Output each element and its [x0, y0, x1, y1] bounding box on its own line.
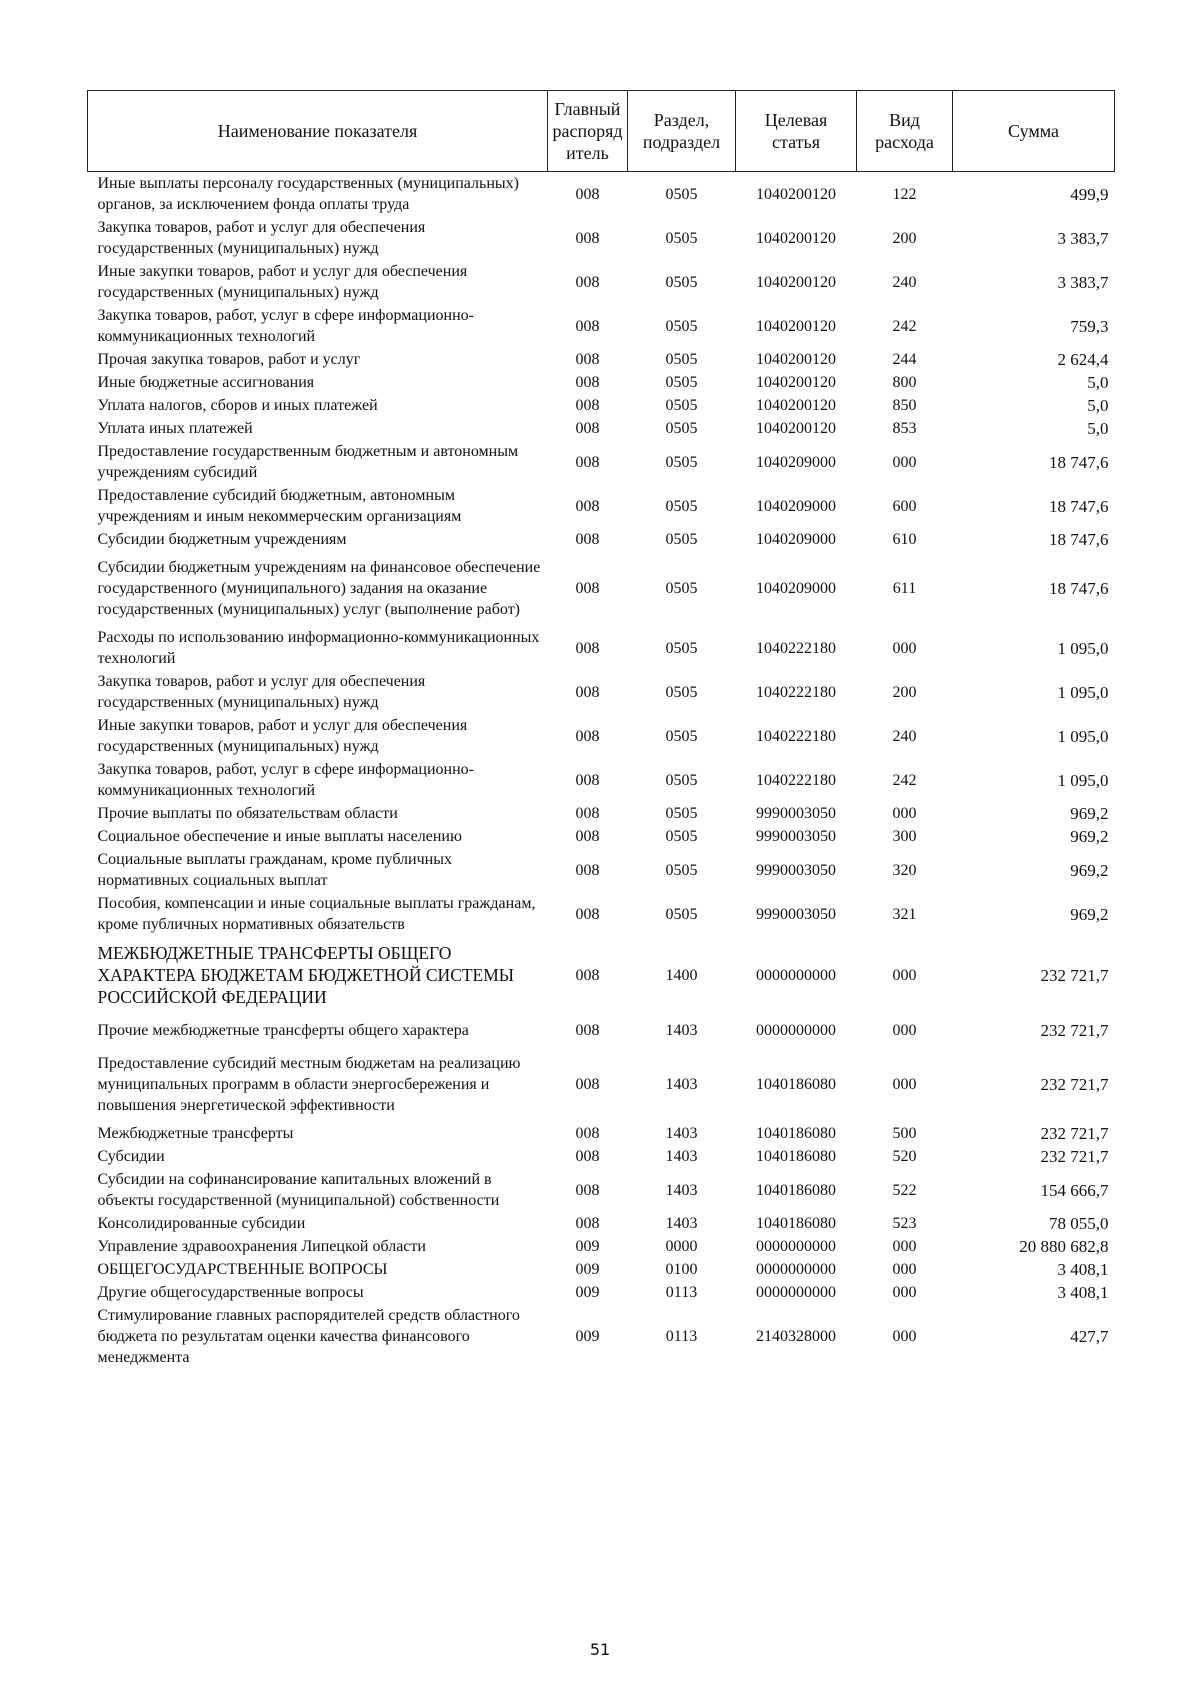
row-kind: 244 [892, 351, 917, 368]
row-grbs: 008 [575, 531, 600, 548]
table-row [88, 1258, 1115, 1281]
row-sum: 78 055,0 [1049, 1214, 1109, 1233]
row-name: Пособия, компенсации и иные социальные выплаты гражданам, кроме публичных нормативных обязательств [97, 895, 536, 933]
row-article: 1040186080 [756, 1181, 836, 1199]
row-grbs: 008 [575, 1125, 600, 1142]
row-kind: 320 [892, 861, 917, 879]
table-row [88, 1168, 1115, 1212]
header-kind: Вид расхода [857, 91, 953, 172]
row-grbs: 008 [575, 966, 600, 984]
row-article: 1040209000 [756, 580, 836, 597]
row-kind: 000 [892, 1076, 917, 1093]
row-name: Субсидии бюджетным учреждениям на финансовое обеспечение государственного (муниципального) задания на оказание государственных (муниципальных) услуг (выполнение работ) [97, 559, 541, 618]
row-section: 0505 [665, 497, 698, 515]
table-row [88, 1122, 1115, 1145]
table-row [88, 216, 1115, 260]
row-article: 1040222180 [756, 771, 836, 789]
row-section: 0505 [665, 185, 698, 203]
page-number: 51 [589, 1640, 611, 1659]
row-sum: 1 095,0 [1057, 726, 1109, 746]
row-grbs: 008 [575, 727, 600, 745]
table-row [88, 670, 1115, 714]
row-kind: 200 [892, 683, 917, 701]
row-sum: 232 721,7 [1040, 1147, 1109, 1166]
row-kind: 000 [892, 1238, 917, 1255]
row-sum: 427,7 [1070, 1327, 1109, 1346]
row-sum: 232 721,7 [1040, 1124, 1109, 1143]
row-grbs: 008 [575, 397, 600, 414]
header-section: Раздел, подраздел [628, 91, 736, 172]
row-article: 0000000000 [756, 1238, 836, 1255]
row-article: 1040200120 [756, 420, 836, 437]
row-name: Иные закупки товаров, работ и услуг для обеспечения государственных (муниципальных) нужд [97, 263, 468, 301]
row-sum: 1 095,0 [1057, 638, 1109, 658]
row-article: 1040200120 [756, 374, 836, 391]
row-section: 0505 [665, 639, 698, 657]
row-article: 1040200120 [756, 397, 836, 414]
row-name: Субсидии бюджетным учреждениям [97, 531, 347, 548]
row-kind: 500 [892, 1125, 917, 1142]
row-grbs: 008 [575, 229, 600, 247]
row-sum: 20 880 682,8 [1019, 1237, 1109, 1256]
row-grbs: 008 [575, 453, 600, 471]
row-section: 0100 [665, 1261, 698, 1278]
row-name: Иные выплаты персоналу государственных (муниципальных) органов, за исключением фонда оплаты труда [97, 175, 519, 213]
row-kind: 122 [892, 185, 917, 203]
table-row [88, 551, 1115, 626]
row-article: 1040200120 [756, 317, 836, 335]
row-sum: 3 408,1 [1057, 1260, 1109, 1279]
row-article: 1040200120 [756, 273, 836, 291]
row-sum: 3 383,7 [1057, 272, 1109, 292]
row-kind: 200 [892, 229, 917, 247]
row-kind: 321 [892, 905, 917, 923]
row-kind: 610 [892, 531, 917, 548]
row-grbs: 009 [575, 1261, 600, 1278]
row-sum: 3 408,1 [1057, 1283, 1109, 1302]
row-name: Другие общегосударственные вопросы [97, 1284, 364, 1301]
row-kind: 853 [892, 420, 917, 437]
row-section: 0505 [665, 861, 698, 879]
table-row [88, 802, 1115, 825]
row-sum: 232 721,7 [1040, 1075, 1109, 1094]
row-article: 0000000000 [756, 1022, 836, 1039]
row-section: 0505 [665, 727, 698, 745]
row-name: Предоставление субсидий местным бюджетам на реализацию муниципальных программ в области энергосбережения и повышения энергетической эффективности [97, 1055, 521, 1114]
table-row [88, 1212, 1115, 1235]
table-row [88, 260, 1115, 304]
row-name: Субсидии на софинансирование капитальных вложений в объекты государственной (муниципальной) собственности [97, 1171, 500, 1209]
row-kind: 522 [892, 1181, 917, 1199]
row-section: 0000 [665, 1238, 698, 1255]
row-sum: 18 747,6 [1049, 496, 1109, 516]
row-section: 0505 [665, 828, 698, 845]
row-section: 1403 [665, 1125, 698, 1142]
table-row [88, 440, 1115, 484]
row-kind: 000 [892, 453, 917, 471]
row-kind: 242 [892, 771, 917, 789]
row-article: 1040222180 [756, 683, 836, 701]
row-kind: 000 [892, 1328, 917, 1345]
row-kind: 000 [892, 1261, 917, 1278]
row-kind: 600 [892, 497, 917, 515]
row-sum: 1 095,0 [1057, 682, 1109, 702]
row-kind: 800 [892, 374, 917, 391]
row-grbs: 008 [575, 374, 600, 391]
table-row [88, 528, 1115, 551]
row-sum: 18 747,6 [1049, 579, 1109, 598]
row-section: 0113 [665, 1284, 698, 1301]
row-sum: 969,2 [1070, 860, 1109, 880]
table-row [88, 1235, 1115, 1258]
row-article: 1040222180 [756, 639, 836, 657]
row-article: 1040186080 [756, 1215, 836, 1232]
row-name: Уплата налогов, сборов и иных платежей [97, 397, 378, 414]
row-section: 0505 [665, 453, 698, 471]
row-name: Закупка товаров, работ и услуг для обеспечения государственных (муниципальных) нужд [97, 673, 426, 711]
table-row [88, 484, 1115, 528]
row-article: 1040209000 [756, 531, 836, 548]
row-kind: 520 [892, 1148, 917, 1165]
row-name: Уплата иных платежей [97, 420, 253, 437]
row-section: 1403 [665, 1181, 698, 1199]
row-article: 1040209000 [756, 497, 836, 515]
table-row [88, 758, 1115, 802]
row-grbs: 008 [575, 771, 600, 789]
table-row [88, 714, 1115, 758]
header-grbs: Главный распоряд итель [548, 91, 628, 172]
row-kind: 240 [892, 273, 917, 291]
row-section: 0505 [665, 683, 698, 701]
row-article: 0000000000 [756, 1284, 836, 1301]
table-row [88, 936, 1115, 1014]
row-kind: 611 [892, 580, 917, 597]
row-sum: 5,0 [1087, 396, 1109, 415]
table-body [88, 172, 1115, 1370]
row-section: 0505 [665, 351, 698, 368]
row-name: Предоставление субсидий бюджетным, автономным учреждениям и иным некоммерческим организациям [97, 487, 462, 525]
table-row [88, 348, 1115, 371]
row-article: 1040200120 [756, 351, 836, 368]
row-grbs: 008 [575, 805, 600, 822]
row-sum: 154 666,7 [1040, 1180, 1109, 1200]
header-article: Целевая статья [736, 91, 857, 172]
row-kind: 300 [892, 828, 917, 845]
row-grbs: 008 [575, 317, 600, 335]
row-article: 1040186080 [756, 1076, 836, 1093]
row-section: 0505 [665, 905, 698, 923]
row-kind: 240 [892, 727, 917, 745]
row-grbs: 009 [575, 1284, 600, 1301]
row-sum: 969,2 [1070, 827, 1109, 846]
row-article: 1040209000 [756, 453, 836, 471]
row-kind: 850 [892, 397, 917, 414]
table-row [88, 417, 1115, 440]
row-section: 0505 [665, 374, 698, 391]
row-article: 2140328000 [756, 1328, 836, 1345]
row-name: Прочая закупка товаров, работ и услуг [97, 351, 361, 368]
row-kind: 000 [892, 1022, 917, 1039]
row-section: 0113 [665, 1328, 698, 1345]
row-grbs: 008 [575, 1215, 600, 1232]
row-section: 1400 [665, 966, 698, 984]
row-name: Прочие межбюджетные трансферты общего характера [97, 1022, 469, 1039]
row-name: Прочие выплаты по обязательствам области [97, 805, 398, 822]
row-sum: 18 747,6 [1049, 530, 1109, 549]
row-grbs: 008 [575, 580, 600, 597]
row-sum: 759,3 [1070, 316, 1109, 336]
row-name: Социальное обеспечение и иные выплаты населению [97, 828, 462, 845]
row-sum: 5,0 [1087, 419, 1109, 438]
row-section: 0505 [665, 531, 698, 548]
table-row [88, 304, 1115, 348]
row-name: Закупка товаров, работ, услуг в сфере информационно-коммуникационных технологий [97, 761, 474, 799]
table-row [88, 892, 1115, 936]
header-sum: Сумма [953, 91, 1115, 172]
table-row [88, 1047, 1115, 1122]
row-article: 9990003050 [756, 861, 836, 879]
row-sum: 232 721,7 [1040, 965, 1109, 985]
row-grbs: 008 [575, 420, 600, 437]
row-section: 1403 [665, 1215, 698, 1232]
row-name: Межбюджетные трансферты [97, 1125, 294, 1142]
row-name: ОБЩЕГОСУДАРСТВЕННЫЕ ВОПРОСЫ [97, 1261, 388, 1278]
row-article: 1040186080 [756, 1148, 836, 1165]
row-grbs: 008 [575, 905, 600, 923]
row-section: 1403 [665, 1148, 698, 1165]
row-sum: 969,2 [1070, 904, 1109, 924]
row-section: 0505 [665, 397, 698, 414]
row-section: 0505 [665, 771, 698, 789]
row-name: Консолидированные субсидии [97, 1215, 306, 1232]
row-kind: 000 [892, 1284, 917, 1301]
row-kind: 242 [892, 317, 917, 335]
row-name: Иные бюджетные ассигнования [97, 374, 315, 391]
row-name: Закупка товаров, работ и услуг для обеспечения государственных (муниципальных) нужд [97, 219, 426, 257]
row-sum: 5,0 [1087, 373, 1109, 392]
table-row [88, 1304, 1115, 1369]
table-row [88, 825, 1115, 848]
table-row [88, 1014, 1115, 1047]
row-grbs: 008 [575, 639, 600, 657]
row-name: Расходы по использованию информационно-коммуникационных технологий [97, 629, 540, 667]
row-kind: 000 [892, 639, 917, 657]
row-name: Иные закупки товаров, работ и услуг для обеспечения государственных (муниципальных) нужд [97, 717, 468, 755]
row-section: 0505 [665, 273, 698, 291]
row-section: 1403 [665, 1022, 698, 1039]
row-article: 1040222180 [756, 727, 836, 745]
row-grbs: 008 [575, 1181, 600, 1199]
table-row [88, 848, 1115, 892]
table-row [88, 371, 1115, 394]
row-name: МЕЖБЮДЖЕТНЫЕ ТРАНСФЕРТЫ ОБЩЕГО ХАРАКТЕРА БЮДЖЕТАМ БЮДЖЕТНОЙ СИСТЕМЫ РОССИЙСКОЙ ФЕДЕРАЦИИ [97, 943, 515, 1007]
row-grbs: 009 [575, 1238, 600, 1255]
budget-table [87, 90, 1115, 1369]
row-sum: 232 721,7 [1040, 1021, 1109, 1040]
table-row [88, 1145, 1115, 1168]
budget-table-container [87, 90, 1114, 1369]
row-sum: 2 624,4 [1057, 350, 1109, 369]
row-article: 1040200120 [756, 185, 836, 203]
row-grbs: 009 [575, 1328, 600, 1345]
row-article: 9990003050 [756, 905, 836, 923]
row-sum: 1 095,0 [1057, 770, 1109, 790]
row-name: Стимулирование главных распорядителей средств областного бюджета по результатам оценки качества финансового менеджмента [97, 1307, 520, 1366]
row-sum: 18 747,6 [1049, 452, 1109, 472]
row-name: Социальные выплаты гражданам, кроме публичных нормативных социальных выплат [97, 851, 452, 889]
row-name: Субсидии [97, 1148, 165, 1165]
row-grbs: 008 [575, 273, 600, 291]
row-name: Управление здравоохранения Липецкой области [97, 1238, 426, 1255]
row-name: Предоставление государственным бюджетным и автономным учреждениям субсидий [97, 443, 519, 481]
table-row [88, 172, 1115, 217]
row-kind: 000 [892, 966, 917, 984]
table-row [88, 394, 1115, 417]
row-grbs: 008 [575, 497, 600, 515]
row-section: 0505 [665, 580, 698, 597]
table-row [88, 1281, 1115, 1304]
row-kind: 000 [892, 805, 917, 822]
row-grbs: 008 [575, 861, 600, 879]
row-sum: 499,9 [1070, 184, 1109, 204]
row-kind: 523 [892, 1215, 917, 1232]
row-article: 0000000000 [756, 966, 836, 984]
row-grbs: 008 [575, 351, 600, 368]
row-grbs: 008 [575, 1148, 600, 1165]
row-name: Закупка товаров, работ, услуг в сфере информационно-коммуникационных технологий [97, 307, 474, 345]
row-article: 9990003050 [756, 805, 836, 822]
row-section: 1403 [665, 1076, 698, 1093]
row-grbs: 008 [575, 828, 600, 845]
table-row [88, 626, 1115, 670]
table-header-row [88, 91, 1115, 172]
row-grbs: 008 [575, 185, 600, 203]
row-article: 9990003050 [756, 828, 836, 845]
row-article: 1040186080 [756, 1125, 836, 1142]
row-grbs: 008 [575, 683, 600, 701]
row-grbs: 008 [575, 1022, 600, 1039]
row-section: 0505 [665, 317, 698, 335]
row-article: 1040200120 [756, 229, 836, 247]
row-sum: 969,2 [1070, 804, 1109, 823]
header-name: Наименование показателя [88, 91, 548, 172]
row-section: 0505 [665, 420, 698, 437]
row-article: 0000000000 [756, 1261, 836, 1278]
row-grbs: 008 [575, 1076, 600, 1093]
row-section: 0505 [665, 805, 698, 822]
row-section: 0505 [665, 229, 698, 247]
row-sum: 3 383,7 [1057, 228, 1109, 248]
